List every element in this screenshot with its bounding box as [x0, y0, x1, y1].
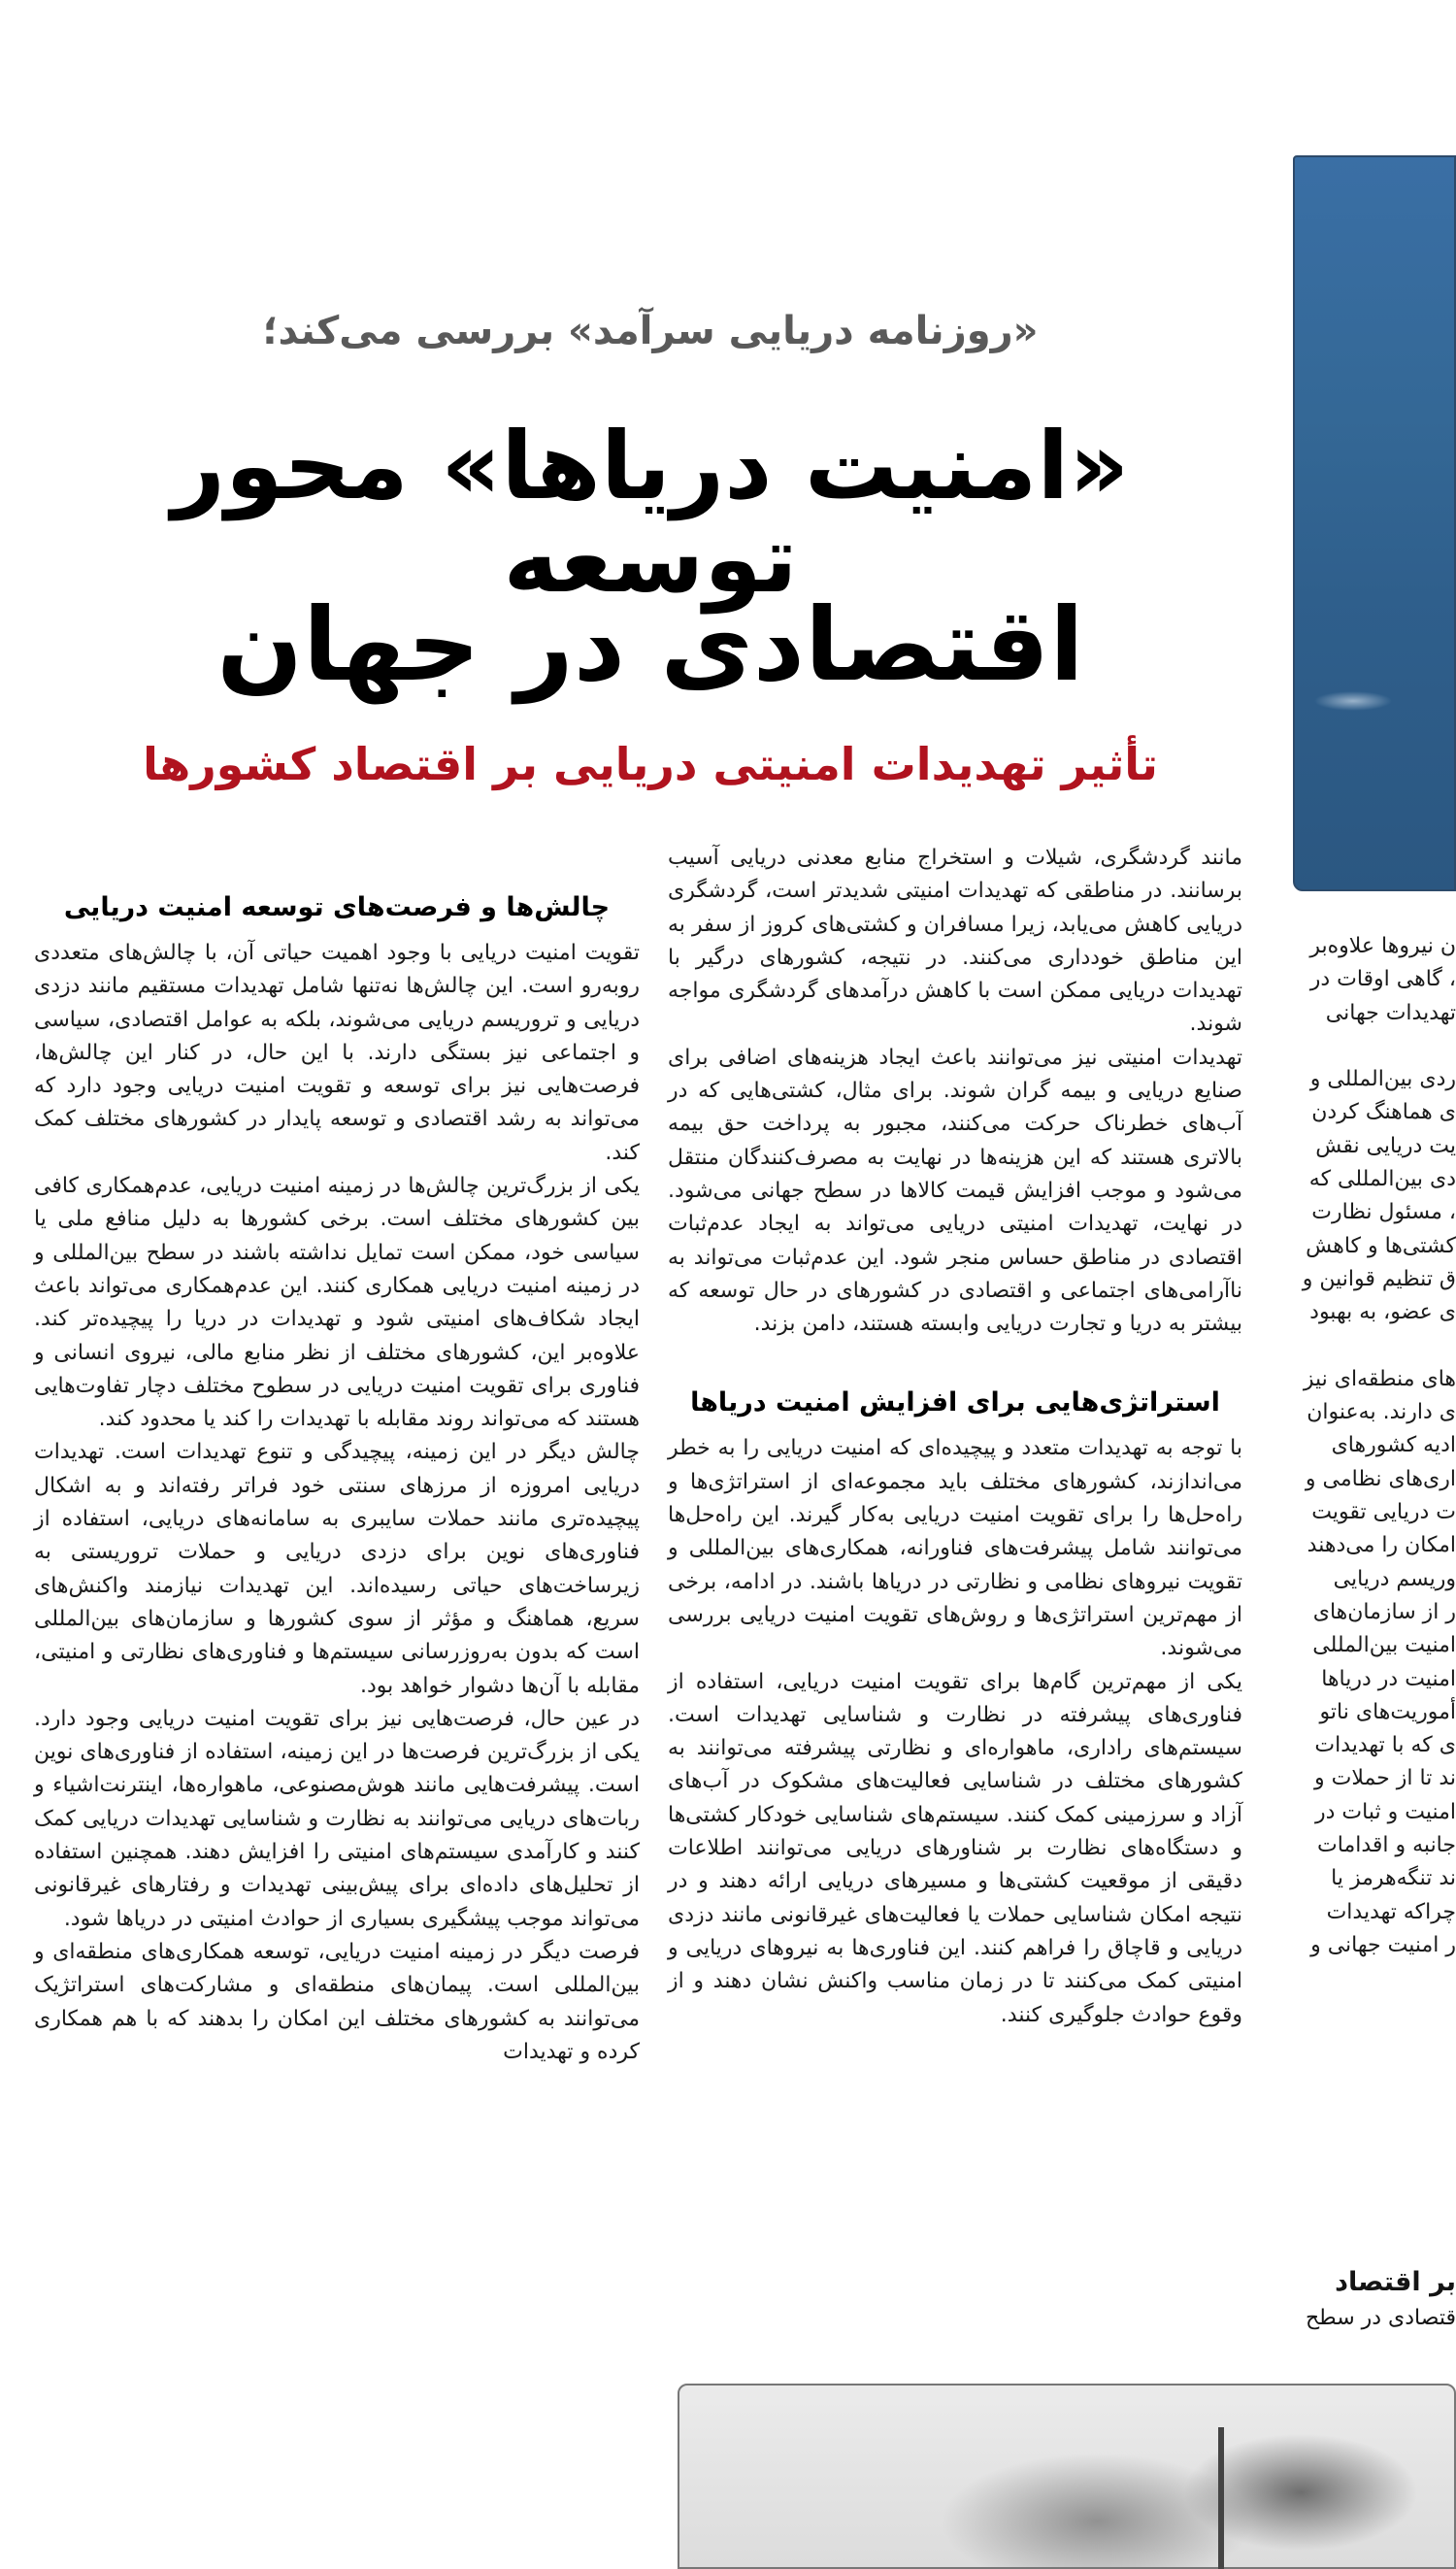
text-line-fragment: ی دارند. به‌عنوان	[1307, 1400, 1456, 1425]
paragraph: تقویت امنیت دریایی با وجود اهمیت حیاتی آن، با چالش‌های متعددی روبه‌رو است. این چالش‌ها نه‌تنها شامل تهدیدات مستقیم مانند دزدی دریایی و تروریسم دریایی می‌شوند، بلکه به عوامل اقتصادی، سیاسی و اجتماعی نیز بستگی دارند. با این حال، در کنار این چالش‌ها، فرصت‌هایی نیز برای توسعه و تقویت امنیت دریایی وجود دارد که می‌تواند به رشد اقتصادی و توسعه پایدار در کشورهای مختلف کمک کند.	[34, 941, 640, 1165]
text-line-fragment: دی بین‌المللی که	[1308, 1167, 1456, 1192]
column-gap	[1297, 1030, 1456, 1063]
paragraph: چالش دیگر در این زمینه، پیچیدگی و تنوع تهدیدات است. تهدیدات دریایی امروزه از مرزهای سنتی خود فراتر رفته‌اند و به اشکال پیچیده‌تری مانند حملات سایبری به سامانه‌های دریایی، استفاده از فناوری‌های نوین برای دزدی دریایی و حملات تروریستی به زیرساخت‌های حیاتی رسیده‌اند. این تهدیدات نیازمند واکنش‌های سریع، هماهنگ و مؤثر از سوی کشورها و سازمان‌های بین‌المللی است که بدون به‌روزرسانی سیستم‌ها و فناوری‌های نظارتی و امنیتی، مقابله با آن‌ها دشوار خواهد بود.	[34, 1440, 640, 1698]
text-line-fragment: ت دریایی تقویت	[1311, 1500, 1456, 1525]
paragraph: فرصت دیگر در زمینه امنیت دریایی، توسعه همکاری‌های منطقه‌ای و بین‌المللی است. پیمان‌های منطقه‌ای و مشارکت‌های استراتژیک می‌توانند به کشورهای مختلف این امکان را بدهند که با هم همکاری کرده و تهدیدات	[34, 1939, 640, 2064]
section-heading-strategies: استراتژی‌هایی برای افزایش امنیت دریاها	[690, 1387, 1220, 1418]
ship-mast-shape	[1218, 2427, 1224, 2569]
left-column	[34, 879, 640, 2069]
ship-photo-bottom	[678, 2384, 1456, 2569]
text-line-fragment: چراکه تهدیدات	[1326, 1899, 1456, 1924]
text-line-fragment: جانبه و اقدامات	[1317, 1833, 1456, 1858]
text-line-fragment: أموریت‌های ناتو	[1319, 1699, 1456, 1724]
text-line-fragment: وریسم دریایی	[1333, 1566, 1456, 1591]
middle-column	[668, 842, 1242, 2032]
text-line-fragment: ی هماهنگ کردن	[1311, 1100, 1456, 1125]
text-line-fragment: امنیت بین‌المللی	[1312, 1633, 1456, 1658]
text-line-fragment: ، گاهی اوقات در	[1309, 967, 1456, 992]
text-line-fragment: ی عضو، به بهبود	[1309, 1300, 1456, 1325]
text-line-fragment: ند تا از حملات و	[1314, 1766, 1456, 1791]
text-line-fragment: ادیه کشورهای	[1331, 1433, 1456, 1458]
text-line-fragment: اری‌های نظامی و	[1305, 1466, 1456, 1491]
ship-photo-top	[1293, 155, 1456, 891]
right-tail-line: قتصادی در سطح	[1305, 2306, 1456, 2330]
text-line-fragment: ق تنظیم قوانین و	[1302, 1266, 1456, 1291]
paragraph: در عین حال، فرصت‌هایی نیز برای تقویت امنیت دریایی وجود دارد. یکی از بزرگ‌ترین فرصت‌ها در این زمینه، استفاده از فناوری‌های نوین است. پیشرفت‌هایی مانند هوش‌مصنوعی، ماهواره‌ها، اینترنت‌اشیاء و ربات‌های دریایی می‌توانند به نظارت و شناسایی تهدیدات دریایی کمک کنند و کارآمدی سیستم‌های امنیتی را افزایش دهند. همچنین استفاده از تحلیل‌های داده‌ای برای پیش‌بینی تهدیدات و رفتارهای غیرقانونی می‌تواند موجب پیشگیری بسیاری از حوادث امنیتی در دریاها شود.	[34, 1706, 640, 1931]
column-gap	[1297, 1330, 1456, 1363]
paragraph: یکی از بزرگ‌ترین چالش‌ها در زمینه امنیت دریایی، عدم‌همکاری کافی بین کشورهای مختلف است. برخی کشورها به دلیل منافع ملی یا سیاسی خود، ممکن است تمایل نداشته باشند در سطح بین‌المللی و در زمینه امنیت دریایی همکاری کنند. این عدم‌همکاری می‌تواند باعث ایجاد شکاف‌های امنیتی شود و تهدیدات در دریا را پیچیده‌تر کند. علاوه‌بر این، کشورهای مختلف از نظر منابع مالی، نیروی انسانی و فناوری برای تقویت امنیت دریایی در سطوح مختلف دچار تفاوت‌هایی هستند که می‌تواند روند مقابله با تهدیدات را کند یا محدود کند.	[34, 1174, 640, 1432]
headline-line-2: اقتصادی در جهان	[216, 585, 1084, 704]
text-line-fragment: ند تنگه‌هرمز یا	[1331, 1866, 1456, 1891]
text-line-fragment: تهدیدات جهانی	[1325, 1000, 1456, 1025]
text-line-fragment: ن نیروها علاوه‌بر	[1309, 934, 1456, 958]
text-line-fragment: کشتی‌ها و کاهش	[1306, 1233, 1456, 1258]
paragraph: مانند گردشگری، شیلات و استخراج منابع معدنی دریایی آسیب برسانند. در مناطقی که تهدیدات امنیتی شدیدتر است، گردشگری دریایی کاهش می‌یابد، زیرا مسافران و کشتی‌های کروز از سفر به این مناطق خودداری می‌کنند. در نتیجه، کشورهای درگیر با تهدیدات دریایی ممکن است با کاهش درآمدهای گردشگری مواجه شوند.	[668, 846, 1242, 1037]
right-column-cropped	[1297, 930, 1456, 1962]
right-section-heading: بر اقتصاد	[1335, 2267, 1456, 2297]
kicker: «روزنامه دریایی سرآمد» بررسی می‌کند؛	[262, 309, 1039, 353]
text-line-fragment: یت دریایی نقش	[1315, 1133, 1456, 1158]
text-line-fragment: ردی بین‌المللی و	[1309, 1067, 1456, 1092]
text-line-fragment: امنیت و ثبات در	[1315, 1799, 1456, 1824]
text-line-fragment: امنیت در دریاها	[1321, 1666, 1456, 1691]
text-line-fragment: های منطقه‌ای نیز	[1303, 1366, 1456, 1391]
subheading: تأثیر تهدیدات امنیتی دریایی بر اقتصاد کشورها	[143, 738, 1158, 790]
section-heading-challenges: چالش‌ها و فرصت‌های توسعه امنیت دریایی	[63, 892, 611, 922]
paragraph: یکی از مهم‌ترین گام‌ها برای تقویت امنیت دریایی، استفاده از فناوری‌های پیشرفته در نظارت و شناسایی تهدیدات است. سیستم‌های راداری، ماهواره‌ای و نظارتی پیشرفته می‌توانند به کشورهای مختلف در شناسایی فعالیت‌های مشکوک در آب‌های آزاد و سرزمینی کمک کنند. سیستم‌های شناسایی خودکار کشتی‌ها و دستگاه‌های نظارت بر شناورهای دریایی می‌توانند اطلاعات دقیقی از موقعیت کشتی‌ها و مسیرهای دریایی ارائه دهند و در نتیجه امکان شناسایی حملات یا فعالیت‌های غیرقانونی مانند دزدی دریایی و قاچاق را فراهم کنند. این فناوری‌ها به نیروهای دریایی و امنیتی کمک می‌کنند تا در زمان مناسب واکنش نشان دهند و از وقوع حوادث جلوگیری کنند.	[668, 1669, 1242, 2027]
text-line-fragment: ر امنیت جهانی و	[1310, 1932, 1456, 1957]
text-line-fragment: ی که با تهدیدات	[1314, 1733, 1456, 1758]
text-line-fragment: ، مسئول نظارت	[1311, 1200, 1456, 1225]
text-line-fragment: امکان را می‌دهند	[1307, 1533, 1456, 1558]
text-line-fragment: ر از سازمان‌های	[1312, 1599, 1456, 1624]
paragraph: با توجه به تهدیدات متعدد و پیچیده‌ای که امنیت دریایی را به خطر می‌اندازند، کشورهای مختلف باید مجموعه‌ای از استراتژی‌ها و راه‌حل‌ها را برای تقویت امنیت دریایی به‌کار گیرند. این راه‌حل‌ها می‌توانند شامل پیشرفت‌های فناورانه، همکاری‌های بین‌المللی و تقویت نیروهای نظامی و نظارتی در دریاها باشند. در ادامه، برخی از مهم‌ترین استراتژی‌ها و روش‌های تقویت امنیت دریایی بررسی می‌شوند.	[668, 1436, 1242, 1661]
headline-line-1: «امنیت دریاها» محور توسعه	[171, 412, 1130, 614]
paragraph: تهدیدات امنیتی نیز می‌توانند باعث ایجاد هزینه‌های اضافی برای صنایع دریایی و بیمه گران شوند. برای مثال، کشتی‌هایی که در آب‌های خطرناک حرکت می‌کنند، مجبور به پرداخت حق بیمه بالاتری هستند که این هزینه‌ها در نهایت به مصرف‌کنندگان منتقل می‌شود و موجب افزایش قیمت کالاها در سطح جهانی می‌شود. در نهایت، تهدیدات امنیتی دریایی می‌تواند به ایجاد عدم‌ثبات اقتصادی در مناطق حساس منجر شود. این عدم‌ثبات می‌تواند به ناآرامی‌های اجتماعی و اقتصادی در کشورهای در حال توسعه که بیشتر به دریا و تجارت دریایی وابسته هستند، دامن بزند.	[668, 1045, 1242, 1337]
